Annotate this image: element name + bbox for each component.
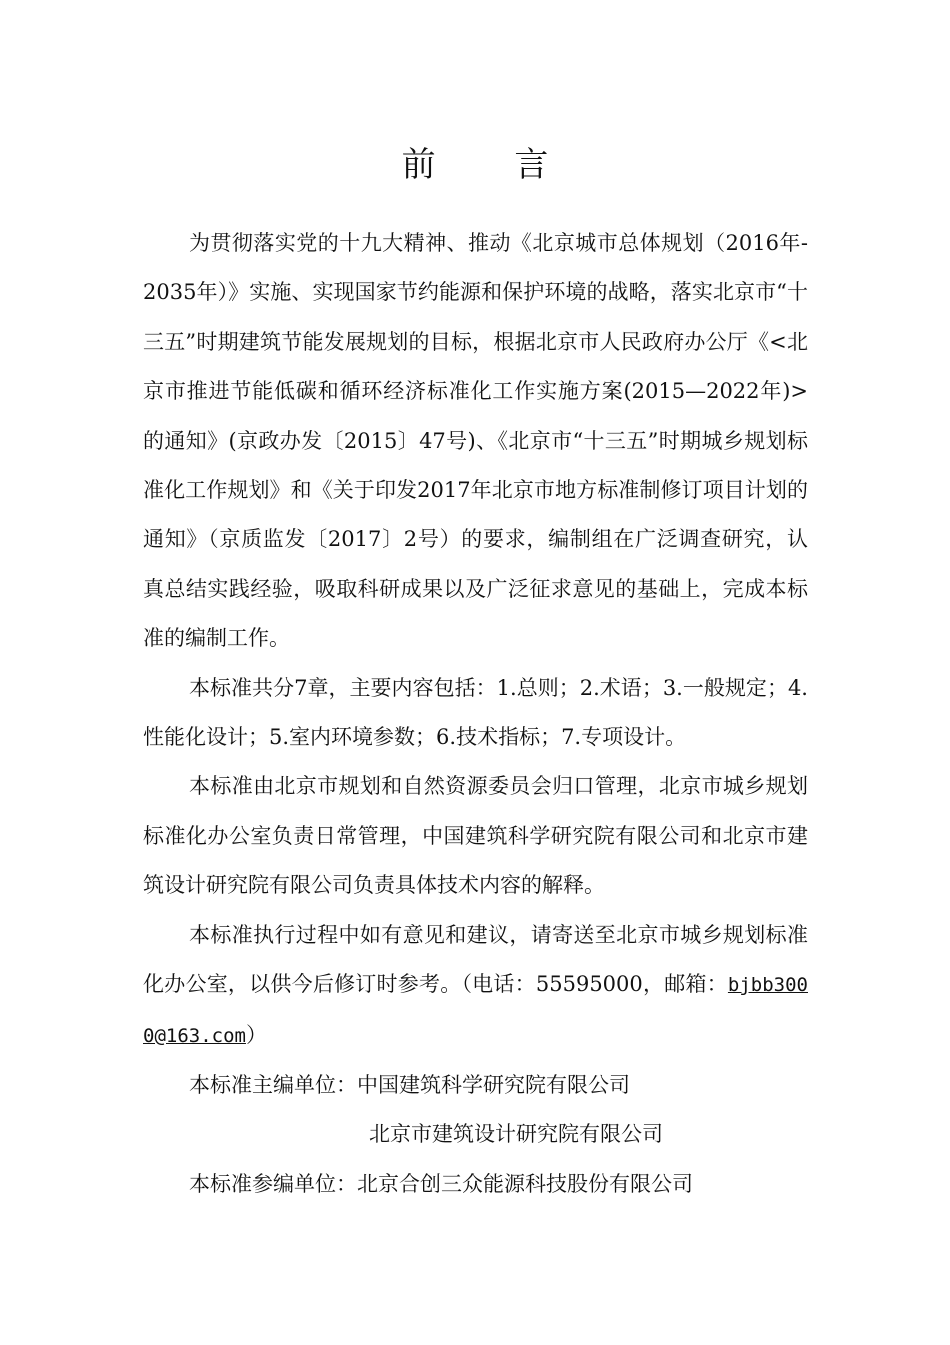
participant-editor-row xyxy=(143,1160,808,1209)
chief-editor-unit-1: 中国建筑科学研究院有限公司 xyxy=(357,1072,630,1097)
participant-editor-unit-1: 北京合创三众能源科技股份有限公司 xyxy=(357,1171,693,1196)
contact-closing: ） xyxy=(245,1022,267,1047)
intro-paragraph: 为贯彻落实党的十九大精神、推动《北京城市总体规划（2016年-2035年）》实施、实现国家节约能源和保护环境的战略，落实北京市“十三五”时期建筑节能发展规划的目标，根据北京市人民政府办公厅《<北京市推进节能低碳和循环经济标准化工作实施方案(2015—2022年)>的通知》(京政办发〔2015〕47号)、《北京市“十三五”时期城乡规划标准化工作规划》和《关于印发2017年北京市地方标准制修订项目计划的通知》（京质监发〔2017〕2号）的要求，编制组在广泛调查研究，认真总结实践经验，吸取科研成果以及广泛征求意见的基础上，完成本标准的编制工作。 xyxy=(143,231,808,651)
management-paragraph: 本标准由北京市规划和自然资源委员会归口管理，北京市城乡规划标准化办公室负责日常管理，中国建筑科学研究院有限公司和北京市建筑设计研究院有限公司负责具体技术内容的解释。 xyxy=(143,774,808,898)
chief-editor-unit-2: 北京市建筑设计研究院有限公司 xyxy=(369,1122,663,1147)
chief-editor-row-2 xyxy=(143,1110,808,1159)
email-link[interactable]: bjbb3000@163.com xyxy=(143,974,808,1047)
page-title: 前 言 xyxy=(401,144,583,185)
chief-editor-label: 本标准主编单位： xyxy=(189,1072,357,1097)
chapters-paragraph: 本标准共分7章，主要内容包括：1.总则；2.术语；3.一般规定；4.性能化设计；5.室内环境参数；6.技术指标；7.专项设计。 xyxy=(143,675,808,750)
participant-editor-label: 本标准参编单位： xyxy=(189,1171,357,1196)
contact-text: 本标准执行过程中如有意见和建议，请寄送至北京市城乡规划标准化办公室，以供今后修订时参考。（电话：55595000，邮箱： xyxy=(143,922,808,997)
document-body xyxy=(143,219,808,1209)
contact-paragraph xyxy=(143,911,808,1061)
chief-editor-row xyxy=(143,1061,808,1110)
